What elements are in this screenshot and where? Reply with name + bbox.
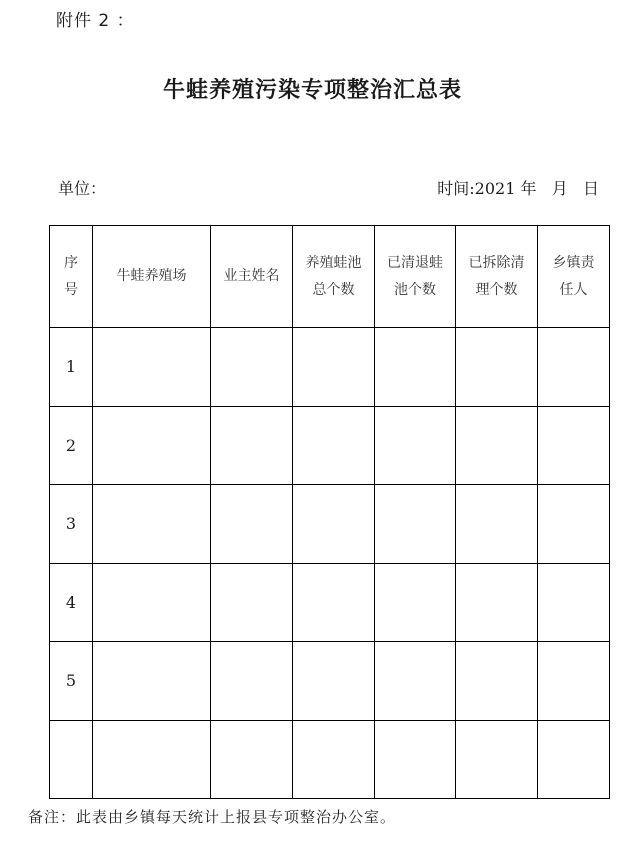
time-label: 时间:2021 年 月 日 [437, 179, 599, 198]
cell-owner [211, 642, 293, 721]
cell-responsible [538, 563, 610, 642]
cell-total-ponds [293, 406, 375, 485]
cell-farm [93, 642, 211, 721]
header-owner: 业主姓名 [211, 226, 293, 328]
cell-farm [93, 563, 211, 642]
summary-table [49, 225, 610, 799]
cell-cleared-ponds [375, 328, 456, 407]
cell-cleared-ponds [375, 563, 456, 642]
cell-index: 4 [50, 563, 93, 642]
cell-demolished [456, 485, 538, 564]
cell-demolished [456, 720, 538, 799]
cell-total-ponds [293, 485, 375, 564]
attachment-label: 附件 2 ： [56, 11, 135, 31]
cell-responsible [538, 642, 610, 721]
cell-owner [211, 485, 293, 564]
cell-owner [211, 328, 293, 407]
cell-responsible [538, 328, 610, 407]
cell-responsible [538, 406, 610, 485]
cell-responsible [538, 720, 610, 799]
cell-total-ponds [293, 720, 375, 799]
cell-cleared-ponds [375, 642, 456, 721]
cell-demolished [456, 563, 538, 642]
unit-label: 单位： [58, 179, 107, 198]
cell-index: 3 [50, 485, 93, 564]
cell-total-ponds [293, 563, 375, 642]
cell-cleared-ponds [375, 406, 456, 485]
header-index: 序号 [50, 226, 93, 328]
table-header-row [50, 226, 610, 328]
cell-demolished [456, 406, 538, 485]
cell-cleared-ponds [375, 485, 456, 564]
cell-farm [93, 485, 211, 564]
cell-cleared-ponds [375, 720, 456, 799]
table-row [50, 406, 610, 485]
table-row [50, 328, 610, 407]
cell-demolished [456, 642, 538, 721]
header-farm: 牛蛙养殖场 [93, 226, 211, 328]
cell-farm [93, 406, 211, 485]
cell-owner [211, 720, 293, 799]
table-row [50, 642, 610, 721]
cell-owner [211, 406, 293, 485]
table-row [50, 563, 610, 642]
footnote: 备注：此表由乡镇每天统计上报县专项整治办公室。 [28, 808, 397, 826]
header-responsible: 乡镇责任人 [538, 226, 610, 328]
cell-demolished [456, 328, 538, 407]
cell-index [50, 720, 93, 799]
table-row [50, 720, 610, 799]
cell-owner [211, 563, 293, 642]
cell-index: 5 [50, 642, 93, 721]
header-cleared-ponds: 已清退蛙池个数 [375, 226, 456, 328]
cell-responsible [538, 485, 610, 564]
cell-total-ponds [293, 328, 375, 407]
table-row [50, 485, 610, 564]
document-title: 牛蛙养殖污染专项整治汇总表 [162, 77, 462, 103]
cell-index: 1 [50, 328, 93, 407]
cell-index: 2 [50, 406, 93, 485]
cell-total-ponds [293, 642, 375, 721]
header-total-ponds: 养殖蛙池总个数 [293, 226, 375, 328]
cell-farm [93, 720, 211, 799]
cell-farm [93, 328, 211, 407]
header-demolished: 已拆除清理个数 [456, 226, 538, 328]
